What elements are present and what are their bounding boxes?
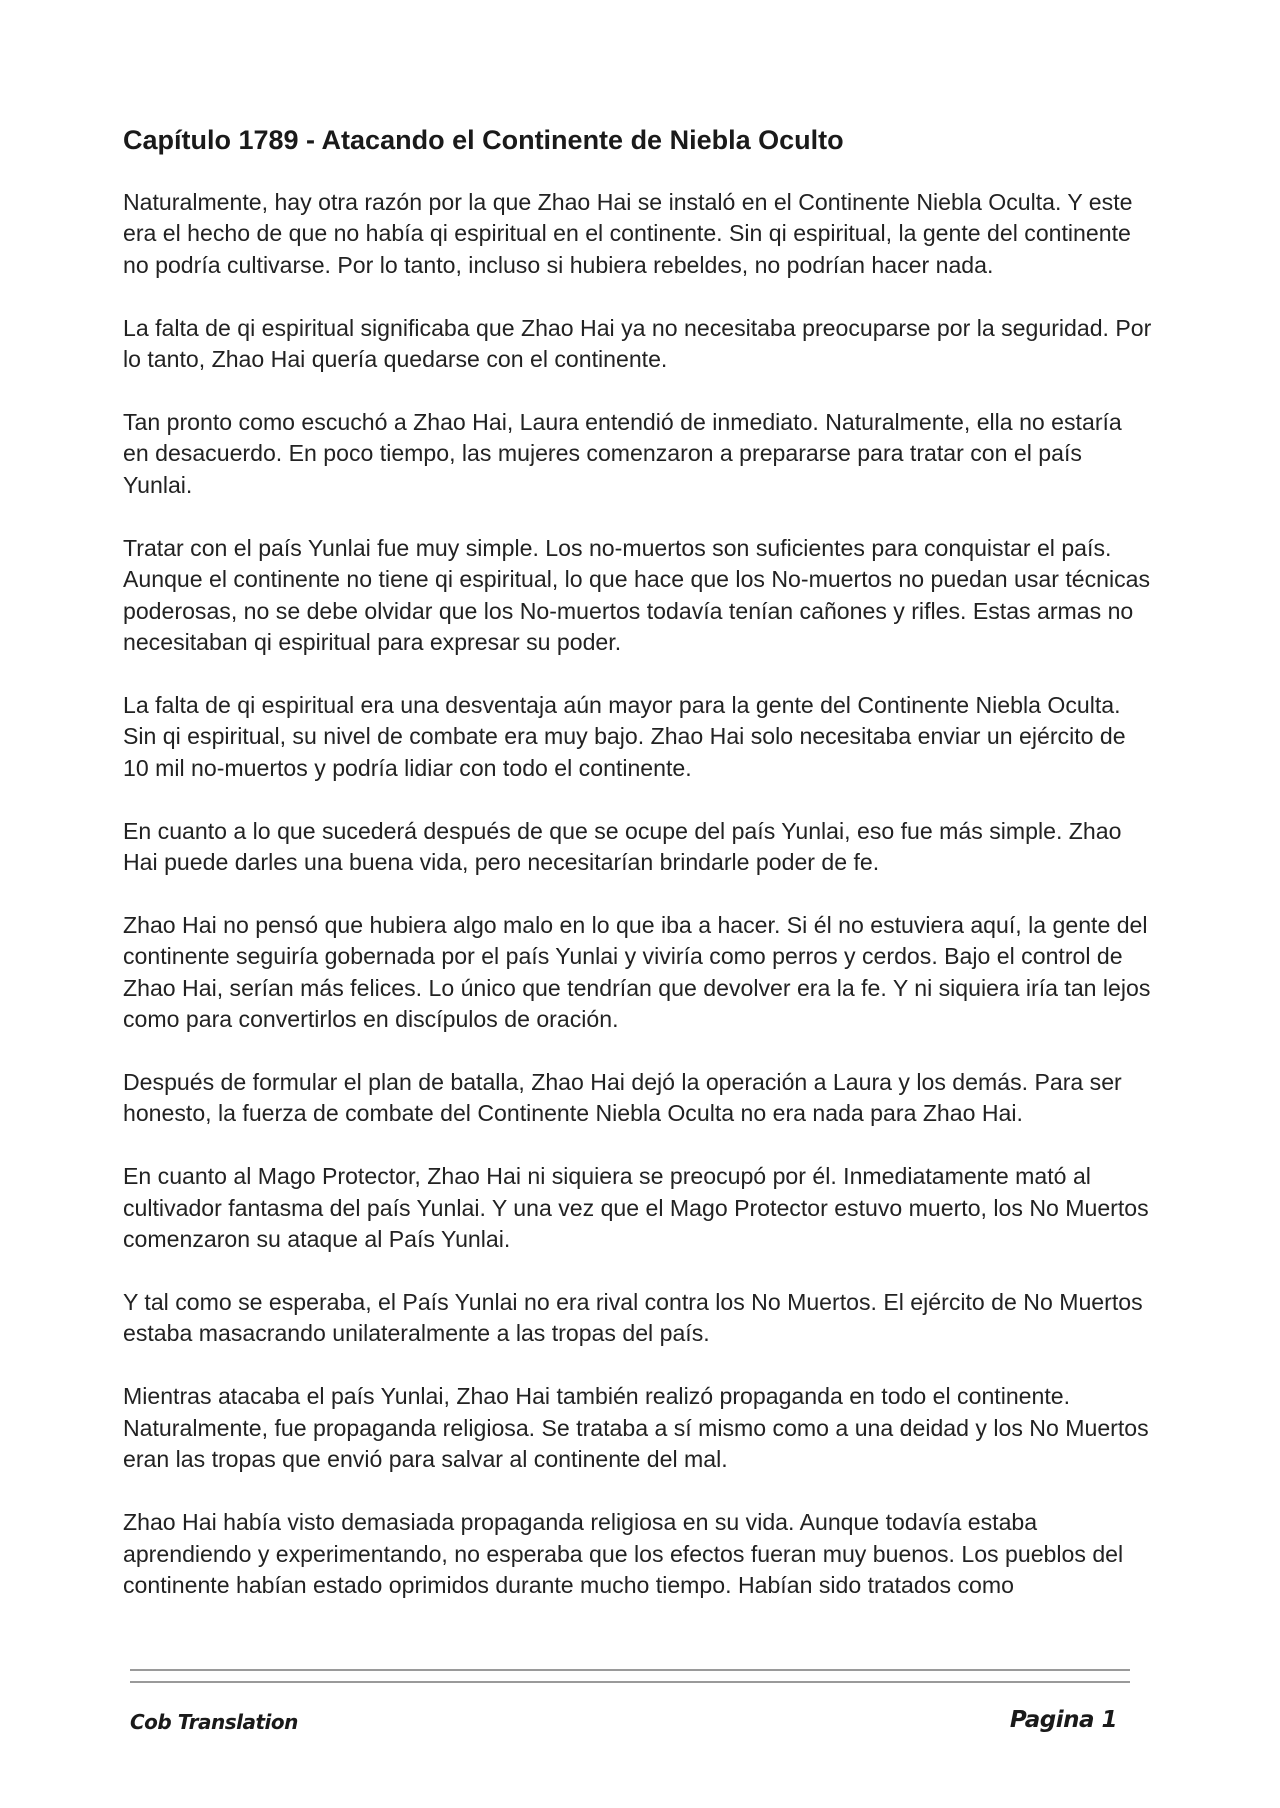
footer-divider-top [130, 1669, 1130, 1671]
paragraph: La falta de qi espiritual significaba que Zhao Hai ya no necesitaba preocuparse por la seguridad. Por lo tanto, Zhao Hai quería quedarse con el continente. [123, 314, 1152, 373]
paragraph: Zhao Hai había visto demasiada propaganda religiosa en su vida. Aunque todavía estaba aprendiendo y experimentando, no esperaba que los efectos fueran muy buenos. Los pueblos del continente habían estado oprimidos durante mucho tiempo. Habían sido tratados como [123, 1509, 1124, 1598]
paragraph: Y tal como se esperaba, el País Yunlai no era rival contra los No Muertos. El ejército de No Muertos estaba masacrando unilateralmente a las tropas del país. [123, 1289, 1143, 1347]
paragraph: Zhao Hai no pensó que hubiera algo malo en lo que iba a hacer. Si él no estuviera aquí, la gente del continente seguiría gobernada por el país Yunlai y viviría como perros y cerdos. Bajo el control de Zhao Hai, serían más felices. Lo único que tendrían que devolver era la fe. Y ni siquiera iría tan lejos como para convertirlos en discípulos de oración. [123, 911, 1151, 1033]
chapter-body [123, 187, 1153, 1633]
paragraph: Mientras atacaba el país Yunlai, Zhao Hai también realizó propaganda en todo el continente. Naturalmente, fue propaganda religiosa. Se trataba a sí mismo como a una deidad y los No Muertos eran las tropas que envió para salvar al continente del mal. [123, 1383, 1149, 1473]
footer-translator: Cob Translation [130, 1710, 298, 1734]
paragraph: Tan pronto como escuchó a Zhao Hai, Laura entendió de inmediato. Naturalmente, ella no estaría en desacuerdo. En poco tiempo, las mujeres comenzaron a prepararse para tratar con el país Yunlai. [123, 409, 1122, 498]
paragraph: La falta de qi espiritual era una desventaja aún mayor para la gente del Continente Niebla Oculta. Sin qi espiritual, su nivel de combate era muy bajo. Zhao Hai solo necesitaba enviar un ejército de 10 mil no-muertos y podría lidiar con todo el continente. [123, 691, 1126, 781]
paragraph: Naturalmente, hay otra razón por la que Zhao Hai se instaló en el Continente Niebla Oculta. Y este era el hecho de que no había qi espiritual en el continente. Sin qi espiritual, la gente del continente no podría cultivarse. Por lo tanto, incluso si hubiera rebeldes, no podrían hacer nada. [123, 189, 1133, 278]
paragraph: En cuanto al Mago Protector, Zhao Hai ni siquiera se preocupó por él. Inmediatamente mató al cultivador fantasma del país Yunlai. Y una vez que el Mago Protector estuvo muerto, los No Muertos comenzaron su ataque al País Yunlai. [123, 1163, 1149, 1253]
paragraph: Tratar con el país Yunlai fue muy simple. Los no-muertos son suficientes para conquistar el país. Aunque el continente no tiene qi espiritual, lo que hace que los No-muertos no puedan usar técnicas poderosas, no se debe olvidar que los No-muertos todavía tenían cañones y rifles. Estas armas no necesitaban qi espiritual para expresar su poder. [123, 534, 1151, 655]
paragraph: En cuanto a lo que sucederá después de que se ocupe del país Yunlai, eso fue más simple. Zhao Hai puede darles una buena vida, pero necesitarían brindarle poder de fe. [123, 817, 1122, 875]
footer-page-number: Pagina 1 [1009, 1707, 1117, 1733]
chapter-title: Capítulo 1789 - Atacando el Continente de Niebla Oculto [123, 125, 844, 155]
footer-divider-bottom [130, 1681, 1130, 1683]
paragraph: Después de formular el plan de batalla, Zhao Hai dejó la operación a Laura y los demás. Para ser honesto, la fuerza de combate del Continente Niebla Oculta no era nada para Zhao Hai. [123, 1069, 1122, 1127]
